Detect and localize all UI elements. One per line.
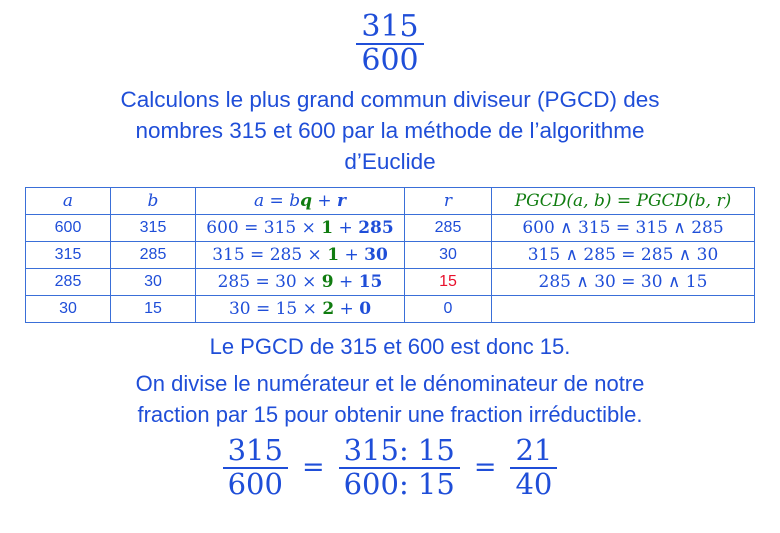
table-row: [26, 241, 755, 268]
cell-a: 600: [26, 214, 111, 241]
final-f1-numerator: 315: [223, 435, 288, 468]
header-equation: [196, 187, 405, 214]
cell-equation: [196, 214, 405, 241]
eq-plus: +: [333, 217, 359, 238]
header-b: b: [111, 187, 196, 214]
cell-pgcd: 600 ∧ 315 = 315 ∧ 285: [492, 214, 755, 241]
cell-b: 315: [111, 214, 196, 241]
cell-b: 30: [111, 268, 196, 295]
eq-prefix: 315 = 285 ×: [212, 244, 328, 265]
final-equation: [0, 429, 780, 500]
eq-remainder: 30: [364, 244, 388, 265]
original-fraction: [0, 0, 780, 78]
fraction-315-600: [356, 11, 423, 78]
cell-r: 30: [405, 241, 492, 268]
final-fraction-reduced: [510, 435, 557, 500]
eq-prefix: 30 = 15 ×: [228, 298, 323, 319]
conclusion-line-1: Le PGCD de 315 et 600 est donc 15.: [209, 333, 571, 359]
intro-paragraph: [0, 78, 780, 177]
fraction-denominator: 600: [361, 43, 419, 79]
header-a: a: [26, 187, 111, 214]
cell-equation: [196, 295, 405, 322]
cell-a: 285: [26, 268, 111, 295]
equals-sign-1: =: [301, 452, 325, 484]
equals-sign-2: =: [473, 452, 497, 484]
header-pgcd-text: PGCD(a, b) = PGCD(b, r): [514, 190, 732, 211]
table-row: [26, 214, 755, 241]
final-f3-numerator: 21: [510, 435, 557, 468]
eq-remainder: 0: [359, 298, 372, 319]
cell-a: 30: [26, 295, 111, 322]
cell-r: 15: [405, 268, 492, 295]
table-header-row: [26, 187, 755, 214]
conclusion-line-3: fraction par 15 pour obtenir une fraction irréductible.: [137, 402, 643, 428]
final-fraction-divided: [339, 435, 460, 500]
header-equation-text: a = bq + r: [253, 190, 346, 211]
cell-b: 285: [111, 241, 196, 268]
table-row: [26, 295, 755, 322]
eq-remainder: 285: [358, 217, 394, 238]
cell-pgcd: [492, 295, 755, 322]
eq-plus: +: [333, 271, 359, 292]
header-r: r: [405, 187, 492, 214]
header-pgcd: [492, 187, 755, 214]
eq-quotient: 1: [327, 244, 340, 265]
eq-plus: +: [334, 298, 360, 319]
eq-quotient: 2: [322, 298, 335, 319]
eq-remainder: 15: [358, 271, 383, 292]
cell-equation: [196, 241, 405, 268]
table-body: [26, 214, 755, 322]
euclid-table: [25, 187, 755, 323]
eq-quotient: 9: [321, 271, 334, 292]
cell-pgcd: 315 ∧ 285 = 285 ∧ 30: [492, 241, 755, 268]
cell-pgcd: 285 ∧ 30 = 30 ∧ 15: [492, 268, 755, 295]
eq-plus: +: [339, 244, 365, 265]
cell-a: 315: [26, 241, 111, 268]
conclusion-line-2: On divise le numérateur et le dénominateur de notre: [135, 371, 645, 397]
cell-r: 0: [405, 295, 492, 322]
fraction-numerator: 315: [356, 11, 423, 45]
final-f2-denominator: 600: 15: [343, 466, 455, 501]
final-fraction-original: [223, 435, 288, 500]
final-f1-denominator: 600: [227, 466, 283, 501]
eq-quotient: 1: [321, 217, 334, 238]
intro-line-1: Calculons le plus grand commun diviseur (PGCD) des: [120, 86, 660, 112]
table-row: [26, 268, 755, 295]
cell-r: 285: [405, 214, 492, 241]
cell-b: 15: [111, 295, 196, 322]
final-f2-numerator: 315: 15: [339, 435, 460, 468]
euclid-table-container: [0, 187, 780, 323]
eq-prefix: 600 = 315 ×: [206, 217, 322, 238]
conclusion-paragraph: [0, 323, 780, 429]
final-f3-denominator: 40: [515, 466, 553, 501]
intro-line-3: d’Euclide: [344, 148, 436, 174]
cell-equation: [196, 268, 405, 295]
eq-prefix: 285 = 30 ×: [217, 271, 322, 292]
intro-line-2: nombres 315 et 600 par la méthode de l’algorithme: [135, 117, 645, 143]
